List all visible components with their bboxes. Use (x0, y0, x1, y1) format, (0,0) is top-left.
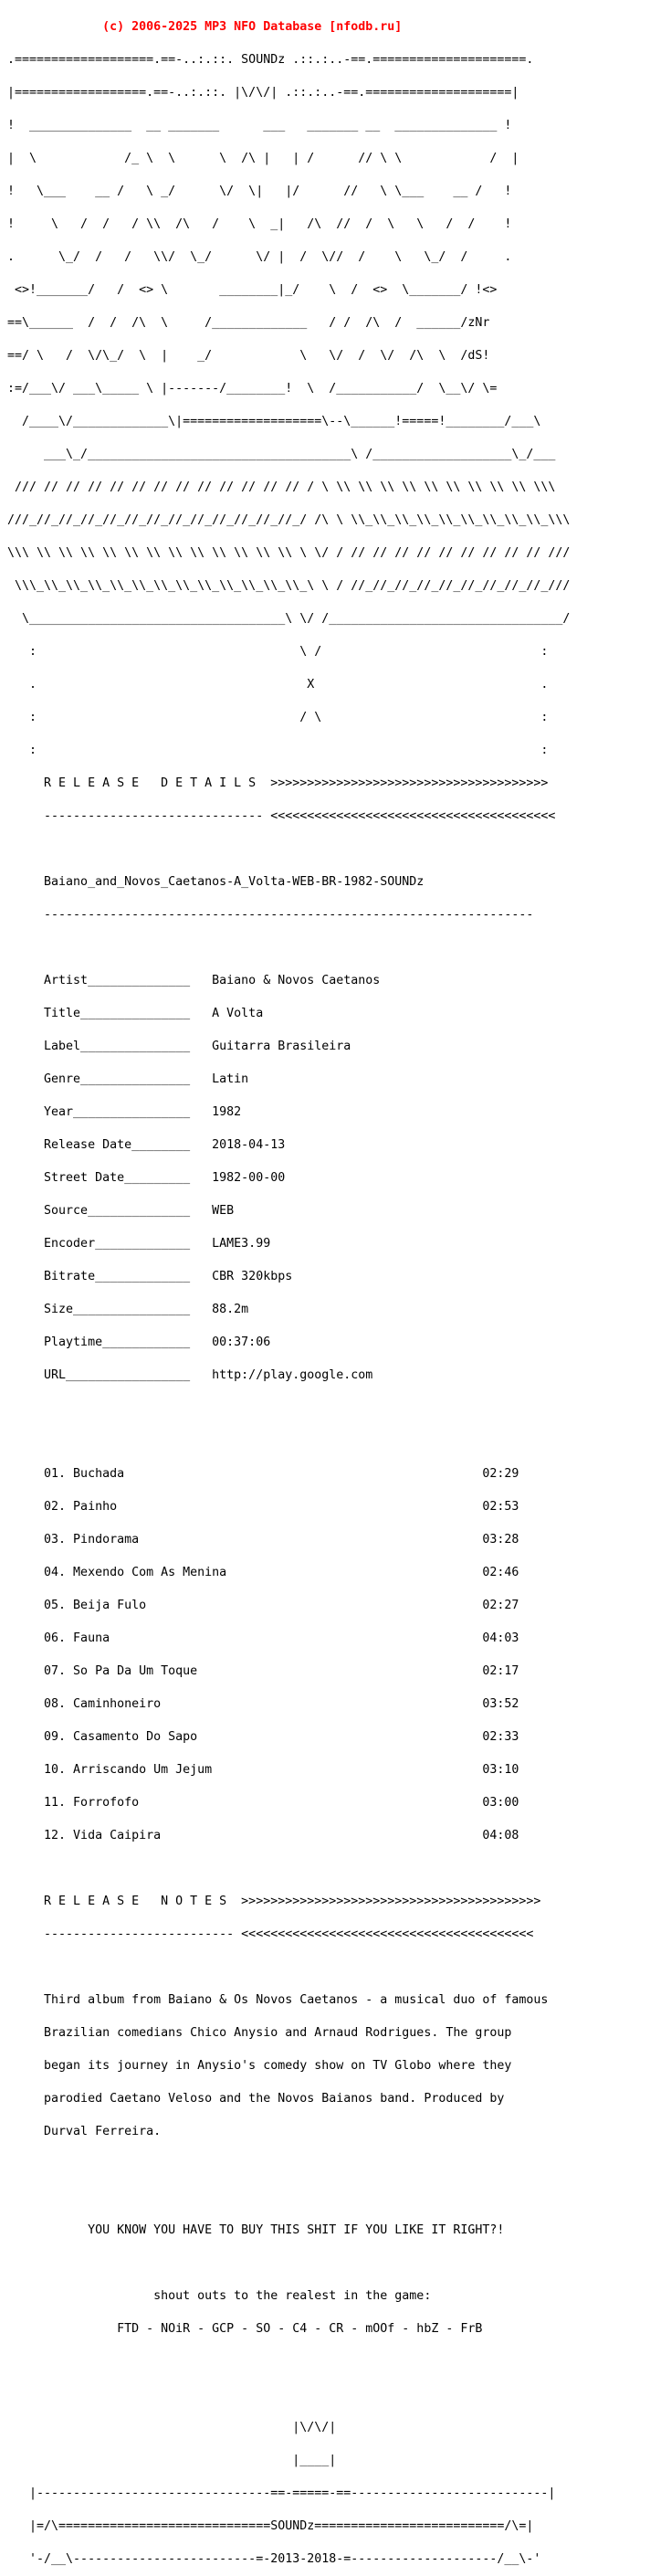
nfo-line (0, 943, 650, 954)
detail-bitrate: Bitrate_____________ CBR 320kbps (0, 1270, 293, 1283)
track-row: 06. Fauna 04:03 (0, 1631, 519, 1645)
nfo-line (0, 1962, 650, 1973)
nfo-line: ==\______ / / /\ \ /_____________ / / /\ / ______/zNr (0, 316, 490, 330)
nfo-line: /____\/_____________\|===================\--\______!=====!________/___\ (0, 415, 541, 428)
shout-outs-heading: shout outs to the realest in the game: (0, 2289, 432, 2303)
track-row: 10. Arriscando Um Jejum 03:10 (0, 1763, 519, 1777)
nfo-line: : \ / : (0, 645, 549, 659)
release-notes-text: Third album from Baiano & Os Novos Caetanos - a musical duo of famous (0, 1993, 549, 2007)
nfo-line: ///_//_//_//_//_//_//_//_//_//_//_//_//_/ /\ \ \\_\\_\\_\\_\\_\\_\\_\\_\\_\\\ (0, 513, 571, 527)
nfo-line: | \ /_ \ \ \ /\ | | / // \ \ / | (0, 152, 519, 165)
nfo-line: -------------------------- <<<<<<<<<<<<<<<<<<<<<<<<<<<<<<<<<<<<<<<< (0, 1927, 534, 1941)
nfo-line: /// // // // // // // // // // // // // / \ \\ \\ \\ \\ \\ \\ \\ \\ \\ \\\ (0, 480, 556, 494)
track-row: 03. Pindorama 03:28 (0, 1533, 519, 1547)
detail-artist: Artist______________ Baiano & Novos Caetanos (0, 974, 381, 987)
nfo-line: |==================.==-..:.::. |\/\/| .::.:..-==.====================| (0, 86, 519, 100)
track-row: 04. Mexendo Com As Menina 02:46 (0, 1566, 519, 1579)
track-row: 07. So Pa Da Um Toque 02:17 (0, 1664, 519, 1678)
detail-label: Label_______________ Guitarra Brasileira (0, 1040, 351, 1053)
track-row: 02. Painho 02:53 (0, 1500, 519, 1514)
nfo-line: ! \ / / / \\ /\ / \ _| /\ // / \ \ / / ! (0, 217, 512, 231)
nfo-line (0, 2258, 650, 2269)
nfo-line (0, 2357, 650, 2368)
nfo-line: ------------------------------------------------------------------- (0, 908, 534, 922)
detail-street-date: Street Date_________ 1982-00-00 (0, 1171, 286, 1185)
nfo-line (0, 844, 650, 855)
release-notes-text: began its journey in Anysio's comedy show on TV Globo where they (0, 2059, 512, 2073)
detail-size: Size________________ 88.2m (0, 1303, 249, 1316)
detail-genre: Genre_______________ Latin (0, 1072, 249, 1086)
release-notes-text: parodied Caetano Veloso and the Novos Baianos band. Produced by (0, 2092, 505, 2106)
footer-signature: |=/\=============================SOUNDz==========================/\=| (0, 2519, 534, 2533)
nfo-line (0, 1403, 650, 1414)
nfo-line: :=/___\/ ___\_____ \ |-------/________! \ /___________/ \__\/ \= (0, 382, 498, 396)
nfo-line: <>!_______/ / <> \ ________|_/ \ / <> \_______/ !<> (0, 283, 498, 297)
nfo-line: .===================.==-..:.::. SOUNDz .::.:..-==.=====================. (0, 53, 534, 67)
track-row: 09. Casamento Do Sapo 02:33 (0, 1730, 519, 1744)
nfo-line: : / \ : (0, 711, 549, 724)
nfo-line (0, 2192, 650, 2203)
shout-outs-groups: FTD - NOiR - GCP - SO - C4 - CR - mOOf - hbZ - FrB (0, 2322, 483, 2336)
detail-year: Year________________ 1982 (0, 1105, 242, 1119)
nfo-line: \\\ \\ \\ \\ \\ \\ \\ \\ \\ \\ \\ \\ \\ \ \/ / // // // // // // // // // /// (0, 546, 571, 560)
track-row: 12. Vida Caipira 04:08 (0, 1829, 519, 1842)
nfo-line: . \_/ / / \\/ \_/ \/ | / \// / \ \_/ / . (0, 250, 512, 264)
detail-source: Source______________ WEB (0, 1204, 235, 1218)
release-details-heading: R E L E A S E D E T A I L S >>>>>>>>>>>>>>>>>>>>>>>>>>>>>>>>>>>>>> (0, 776, 549, 790)
nfodb-header-line: (c) 2006-2025 MP3 NFO Database [nfodb.ru] (0, 20, 403, 34)
detail-encoder: Encoder_____________ LAME3.99 (0, 1237, 271, 1251)
nfo-line: ! ______________ __ _______ ___ _______ __ ______________ ! (0, 119, 512, 132)
track-row: 08. Caminhoneiro 03:52 (0, 1697, 519, 1711)
detail-title: Title_______________ A Volta (0, 1007, 264, 1020)
detail-url: URL_________________ http://play.google.com (0, 1368, 373, 1382)
nfo-line (0, 1863, 650, 1874)
nfo-line: \___________________________________\ \/ /________________________________/ (0, 612, 571, 626)
crown-art: |\/\/| (0, 2421, 337, 2434)
nfo-line (0, 2159, 650, 2170)
release-notes-text: Brazilian comedians Chico Anysio and Arnaud Rodrigues. The group (0, 2026, 512, 2040)
buy-message: YOU KNOW YOU HAVE TO BUY THIS SHIT IF YOU LIKE IT RIGHT?! (0, 2223, 505, 2237)
nfo-line: ! \___ __ / \ _/ \/ \| |/ // \ \___ __ / ! (0, 185, 512, 198)
track-row: 11. Forrofofo 03:00 (0, 1796, 519, 1810)
detail-release-date: Release Date________ 2018-04-13 (0, 1138, 286, 1152)
footer-years: '-/__\-------------------------=-2013-2018-=--------------------/__\-' (0, 2552, 541, 2566)
nfo-line (0, 1436, 650, 1447)
release-notes-heading: R E L E A S E N O T E S >>>>>>>>>>>>>>>>>>>>>>>>>>>>>>>>>>>>>>>>> (0, 1895, 541, 1908)
nfo-line: ------------------------------ <<<<<<<<<<<<<<<<<<<<<<<<<<<<<<<<<<<<<<< (0, 809, 556, 823)
track-row: 01. Buchada 02:29 (0, 1467, 519, 1481)
nfo-line: ==/ \ / \/\_/ \ | _/ \ \/ / \/ /\ \ /dS! (0, 349, 490, 363)
nfo-line: \\\_\\_\\_\\_\\_\\_\\_\\_\\_\\_\\_\\_\\_\ \ / //_//_//_//_//_//_//_//_//_/// (0, 579, 571, 593)
detail-playtime: Playtime____________ 00:37:06 (0, 1336, 271, 1349)
nfo-line: : : (0, 744, 549, 757)
release-name: Baiano_and_Novos_Caetanos-A_Volta-WEB-BR-1982-SOUNDz (0, 875, 425, 889)
nfo-line (0, 2390, 650, 2401)
nfo-line: ___\_/____________________________________\ /___________________\_/___ (0, 448, 556, 461)
track-row: 05. Beija Fulo 02:27 (0, 1599, 519, 1612)
footer-border: |--------------------------------==-=====-==---------------------------| (0, 2486, 556, 2500)
nfo-line: . X . (0, 678, 549, 692)
release-notes-text: Durval Ferreira. (0, 2125, 162, 2138)
crown-art: |____| (0, 2454, 337, 2467)
